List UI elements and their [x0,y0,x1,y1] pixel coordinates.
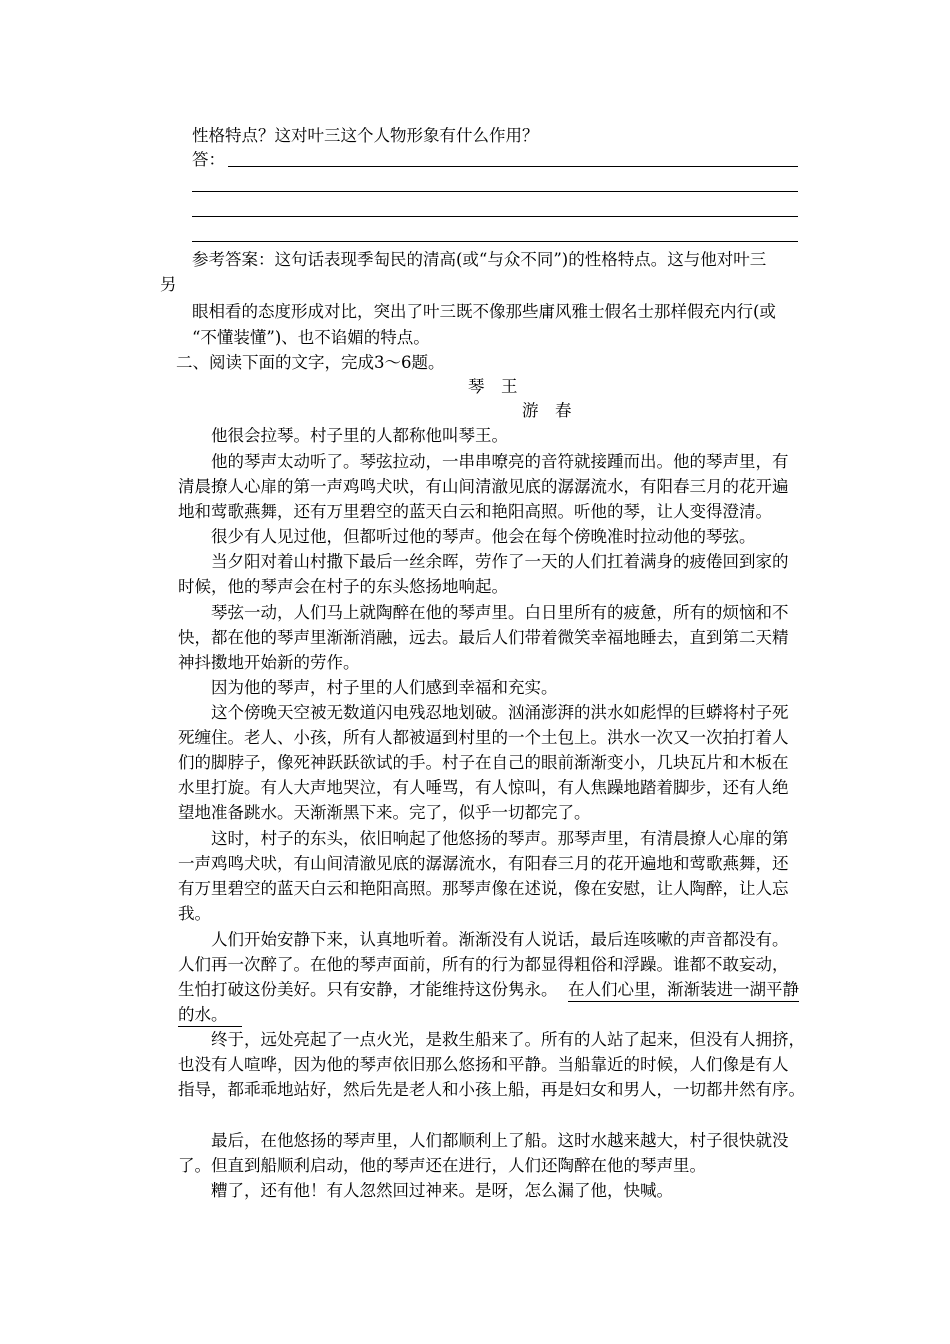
story-line: 水里打旋。有人大声地哭泣，有人唾骂，有人惊叫，有人焦躁地踏着脚步，还有人绝 [178,778,789,797]
answer-blank-line-1[interactable] [228,166,798,167]
story-line: 当夕阳对着山村撒下最后一丝余晖，劳作了一天的人们扛着满身的疲倦回到家的 [211,552,789,571]
story-line: 快，都在他的琴声里渐渐消融，远去。最后人们带着微笑幸福地睡去，直到第二天精 [178,628,789,647]
reference-answer-line-4: “不懂装懂”)、也不谄媚的特点。 [192,328,430,347]
story-line: 清晨撩人心扉的第一声鸡鸣犬吠，有山间清澈见底的潺潺流水，有阳春三月的花开遍 [178,477,789,496]
answer-label: 答： [192,150,225,169]
story-line: 终于，远处亮起了一点火光，是救生船来了。所有的人站了起来，但没有人拥挤， [211,1030,805,1049]
story-line: 望地准备跳水。天渐渐黑下来。完了，似乎一切都完了。 [178,803,591,822]
story-line: 这个傍晚天空被无数道闪电残忍地划破。汹涌澎湃的洪水如彪悍的巨蟒将村子死 [211,703,789,722]
story-line: 一声鸡鸣犬吠，有山间清澈见底的潺潺流水，有阳春三月的花开遍地和莺歌燕舞，还 [178,854,789,873]
story-line: 指导，都乖乖地站好，然后先是老人和小孩上船，再是妇女和男人，一切都井然有序。 [178,1080,805,1099]
answer-blank-line-3[interactable] [192,216,798,217]
story-line: 这时，村子的东头，依旧响起了他悠扬的琴声。那琴声里，有清晨撩人心扉的第 [211,829,789,848]
reference-answer-line-1: 参考答案：这句话表现季匋民的清高(或“与众不同”)的性格特点。这与他对叶三 [192,250,767,269]
story-line: 也没有人喧哗，因为他的琴声依旧那么悠扬和平静。当船靠近的时候，人们像是有人 [178,1055,789,1074]
story-line: 人们再一次醉了。在他的琴声面前，所有的行为都显得粗俗和浮躁。谁都不敢妄动， [178,955,789,974]
story-line: 糟了，还有他！有人忽然回过神来。是呀，怎么漏了他，快喊。 [211,1181,673,1200]
story-line: 他很会拉琴。村子里的人都称他叫琴王。 [211,426,508,445]
reference-answer-line-3: 眼相看的态度形成对比，突出了叶三既不像那些庸风雅士假名士那样假充内行(或 [192,302,776,321]
story-line: 最后，在他悠扬的琴声里，人们都顺利上了船。这时水越来越大，村子很快就没 [211,1131,789,1150]
story-line: 因为他的琴声，村子里的人们感到幸福和充实。 [211,678,558,697]
story-line: 死缠住。老人、小孩，所有人都被逼到村里的一个土包上。洪水一次又一次拍打着人 [178,728,789,747]
story-line: 很少有人见过他，但都听过他的琴声。他会在每个傍晚准时拉动他的琴弦。 [211,527,756,546]
story-author: 游 春 [522,401,572,420]
answer-blank-line-2[interactable] [192,191,798,192]
story-line: 他的琴声太动听了。琴弦拉动，一串串嘹亮的音符就接踵而出。他的琴声里，有 [211,452,789,471]
story-line: 时候，他的琴声会在村子的东头悠扬地响起。 [178,577,508,596]
reference-answer-line-2: 另 [160,275,177,294]
story-line: 了。但直到船顺利启动，他的琴声还在进行，人们还陶醉在他的琴声里。 [178,1156,706,1175]
story-line: 有万里碧空的蓝天白云和艳阳高照。那琴声像在述说，像在安慰，让人陶醉，让人忘 [178,879,789,898]
section-heading: 二、阅读下面的文字，完成3～6题。 [176,353,445,372]
story-line: 生怕打破这份美好。只有安静，才能维持这份隽永。 [178,980,558,999]
story-title: 琴 王 [468,377,518,396]
underlined-sentence: 在人们心里，渐渐装进一湖平静 [568,980,799,1002]
story-line: 地和莺歌燕舞，还有万里碧空的蓝天白云和艳阳高照。听他的琴，让人变得澄清。 [178,502,772,521]
question-line: 性格特点？这对叶三这个人物形象有什么作用？ [192,126,539,145]
story-line: 神抖擞地开始新的劳作。 [178,653,360,672]
story-line: 人们开始安静下来，认真地听着。渐渐没有人说话，最后连咳嗽的声音都没有。 [211,930,789,949]
story-line: 琴弦一动，人们马上就陶醉在他的琴声里。白日里所有的疲惫，所有的烦恼和不 [211,603,789,622]
story-line: 我。 [178,904,211,923]
story-line: 们的脚脖子，像死神跃跃欲试的手。村子在自己的眼前渐渐变小，几块瓦片和木板在 [178,753,789,772]
underlined-sentence-end: 的水。 [178,1005,242,1027]
answer-blank-line-4[interactable] [192,241,798,242]
